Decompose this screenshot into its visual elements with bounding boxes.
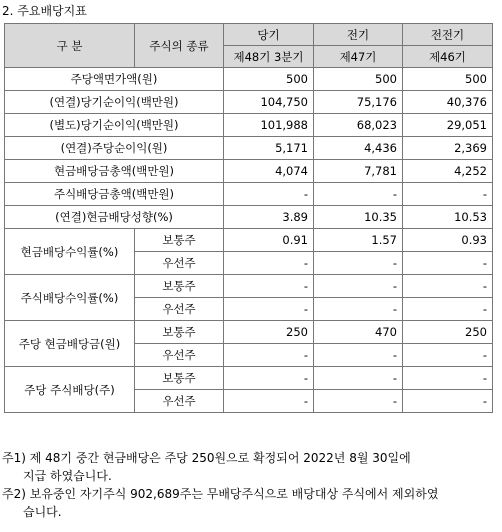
table-row — [5, 229, 493, 252]
value-cell: - — [314, 183, 403, 206]
stock-type-cell: 보통주 — [135, 275, 224, 298]
table-row — [5, 68, 493, 91]
table-row — [5, 137, 493, 160]
header-stock-type: 주식의 종류 — [135, 24, 224, 68]
table-row — [5, 91, 493, 114]
value-cell: 250 — [224, 321, 314, 344]
footnote-1-prefix: 주1) — [2, 451, 26, 465]
row-label: 주당액면가액(원) — [5, 68, 224, 91]
value-cell: 3.89 — [224, 206, 314, 229]
value-cell: - — [403, 183, 493, 206]
value-cell: 1.57 — [314, 229, 403, 252]
footnotes — [2, 449, 500, 521]
value-cell: - — [314, 298, 403, 321]
row-label: (별도)당기순이익(백만원) — [5, 114, 224, 137]
stock-type-cell: 우선주 — [135, 390, 224, 413]
section-title: 2. 주요배당지표 — [2, 4, 87, 18]
value-cell: 500 — [314, 68, 403, 91]
group-label: 주식배당수익률(%) — [5, 275, 135, 321]
value-cell: - — [314, 390, 403, 413]
table-row — [5, 206, 493, 229]
footnote-1 — [2, 449, 500, 485]
value-cell: 7,781 — [314, 160, 403, 183]
value-cell: 4,074 — [224, 160, 314, 183]
value-cell: 40,376 — [403, 91, 493, 114]
header-period-current: 당기 — [224, 24, 314, 46]
value-cell: - — [314, 344, 403, 367]
footnote-1-line1: 제 48기 중간 현금배당은 주당 250원으로 확정되어 2022년 8월 30일에 — [25, 451, 411, 465]
value-cell: - — [403, 252, 493, 275]
value-cell: - — [403, 367, 493, 390]
group-label: 현금배당수익률(%) — [5, 229, 135, 275]
value-cell: 101,988 — [224, 114, 314, 137]
value-cell: - — [224, 344, 314, 367]
subheader-period-before-previous: 제46기 — [403, 46, 493, 68]
row-label: (연결)주당순이익(원) — [5, 137, 224, 160]
value-cell: - — [224, 252, 314, 275]
value-cell: 68,023 — [314, 114, 403, 137]
value-cell: - — [403, 275, 493, 298]
value-cell: - — [314, 367, 403, 390]
subheader-period-previous: 제47기 — [314, 46, 403, 68]
footnote-2-line2: 습니다. — [23, 505, 62, 519]
row-label: 현금배당금총액(백만원) — [5, 160, 224, 183]
table-row — [5, 321, 493, 344]
footnote-1-line2: 지급 하였습니다. — [23, 469, 112, 483]
value-cell: 5,171 — [224, 137, 314, 160]
subheader-period-current: 제48기 3분기 — [224, 46, 314, 68]
value-cell: 4,252 — [403, 160, 493, 183]
value-cell: 104,750 — [224, 91, 314, 114]
header-row — [5, 24, 493, 46]
header-gubun: 구 분 — [5, 24, 135, 68]
value-cell: 10.53 — [403, 206, 493, 229]
table-row — [5, 160, 493, 183]
table-row — [5, 114, 493, 137]
value-cell: 4,436 — [314, 137, 403, 160]
value-cell: 470 — [314, 321, 403, 344]
value-cell: - — [314, 275, 403, 298]
value-cell: 10.35 — [314, 206, 403, 229]
group-label: 주당 현금배당금(원) — [5, 321, 135, 367]
row-label: (연결)현금배당성향(%) — [5, 206, 224, 229]
stock-type-cell: 보통주 — [135, 229, 224, 252]
stock-type-cell: 보통주 — [135, 321, 224, 344]
value-cell: 0.93 — [403, 229, 493, 252]
stock-type-cell: 보통주 — [135, 367, 224, 390]
header-period-before-previous: 전전기 — [403, 24, 493, 46]
value-cell: - — [314, 252, 403, 275]
value-cell: - — [224, 275, 314, 298]
value-cell: 500 — [224, 68, 314, 91]
header-period-previous: 전기 — [314, 24, 403, 46]
table-row — [5, 183, 493, 206]
value-cell: - — [224, 367, 314, 390]
stock-type-cell: 우선주 — [135, 298, 224, 321]
value-cell: - — [224, 183, 314, 206]
dividend-table — [4, 23, 493, 413]
value-cell: - — [403, 298, 493, 321]
value-cell: 500 — [403, 68, 493, 91]
row-label: 주식배당금총액(백만원) — [5, 183, 224, 206]
value-cell: 250 — [403, 321, 493, 344]
row-label: (연결)당기순이익(백만원) — [5, 91, 224, 114]
value-cell: - — [403, 344, 493, 367]
footnote-2-line1: 보유중인 자기주식 902,689주는 무배당주식으로 배당대상 주식에서 제외하였 — [25, 487, 439, 501]
footnote-2-prefix: 주2) — [2, 487, 26, 501]
stock-type-cell: 우선주 — [135, 252, 224, 275]
value-cell: - — [224, 390, 314, 413]
table-row — [5, 367, 493, 390]
stock-type-cell: 우선주 — [135, 344, 224, 367]
table-row — [5, 275, 493, 298]
value-cell: 0.91 — [224, 229, 314, 252]
value-cell: 29,051 — [403, 114, 493, 137]
group-label: 주당 주식배당(주) — [5, 367, 135, 413]
value-cell: - — [224, 298, 314, 321]
value-cell: 75,176 — [314, 91, 403, 114]
value-cell: - — [403, 390, 493, 413]
footnote-2 — [2, 485, 500, 521]
value-cell: 2,369 — [403, 137, 493, 160]
